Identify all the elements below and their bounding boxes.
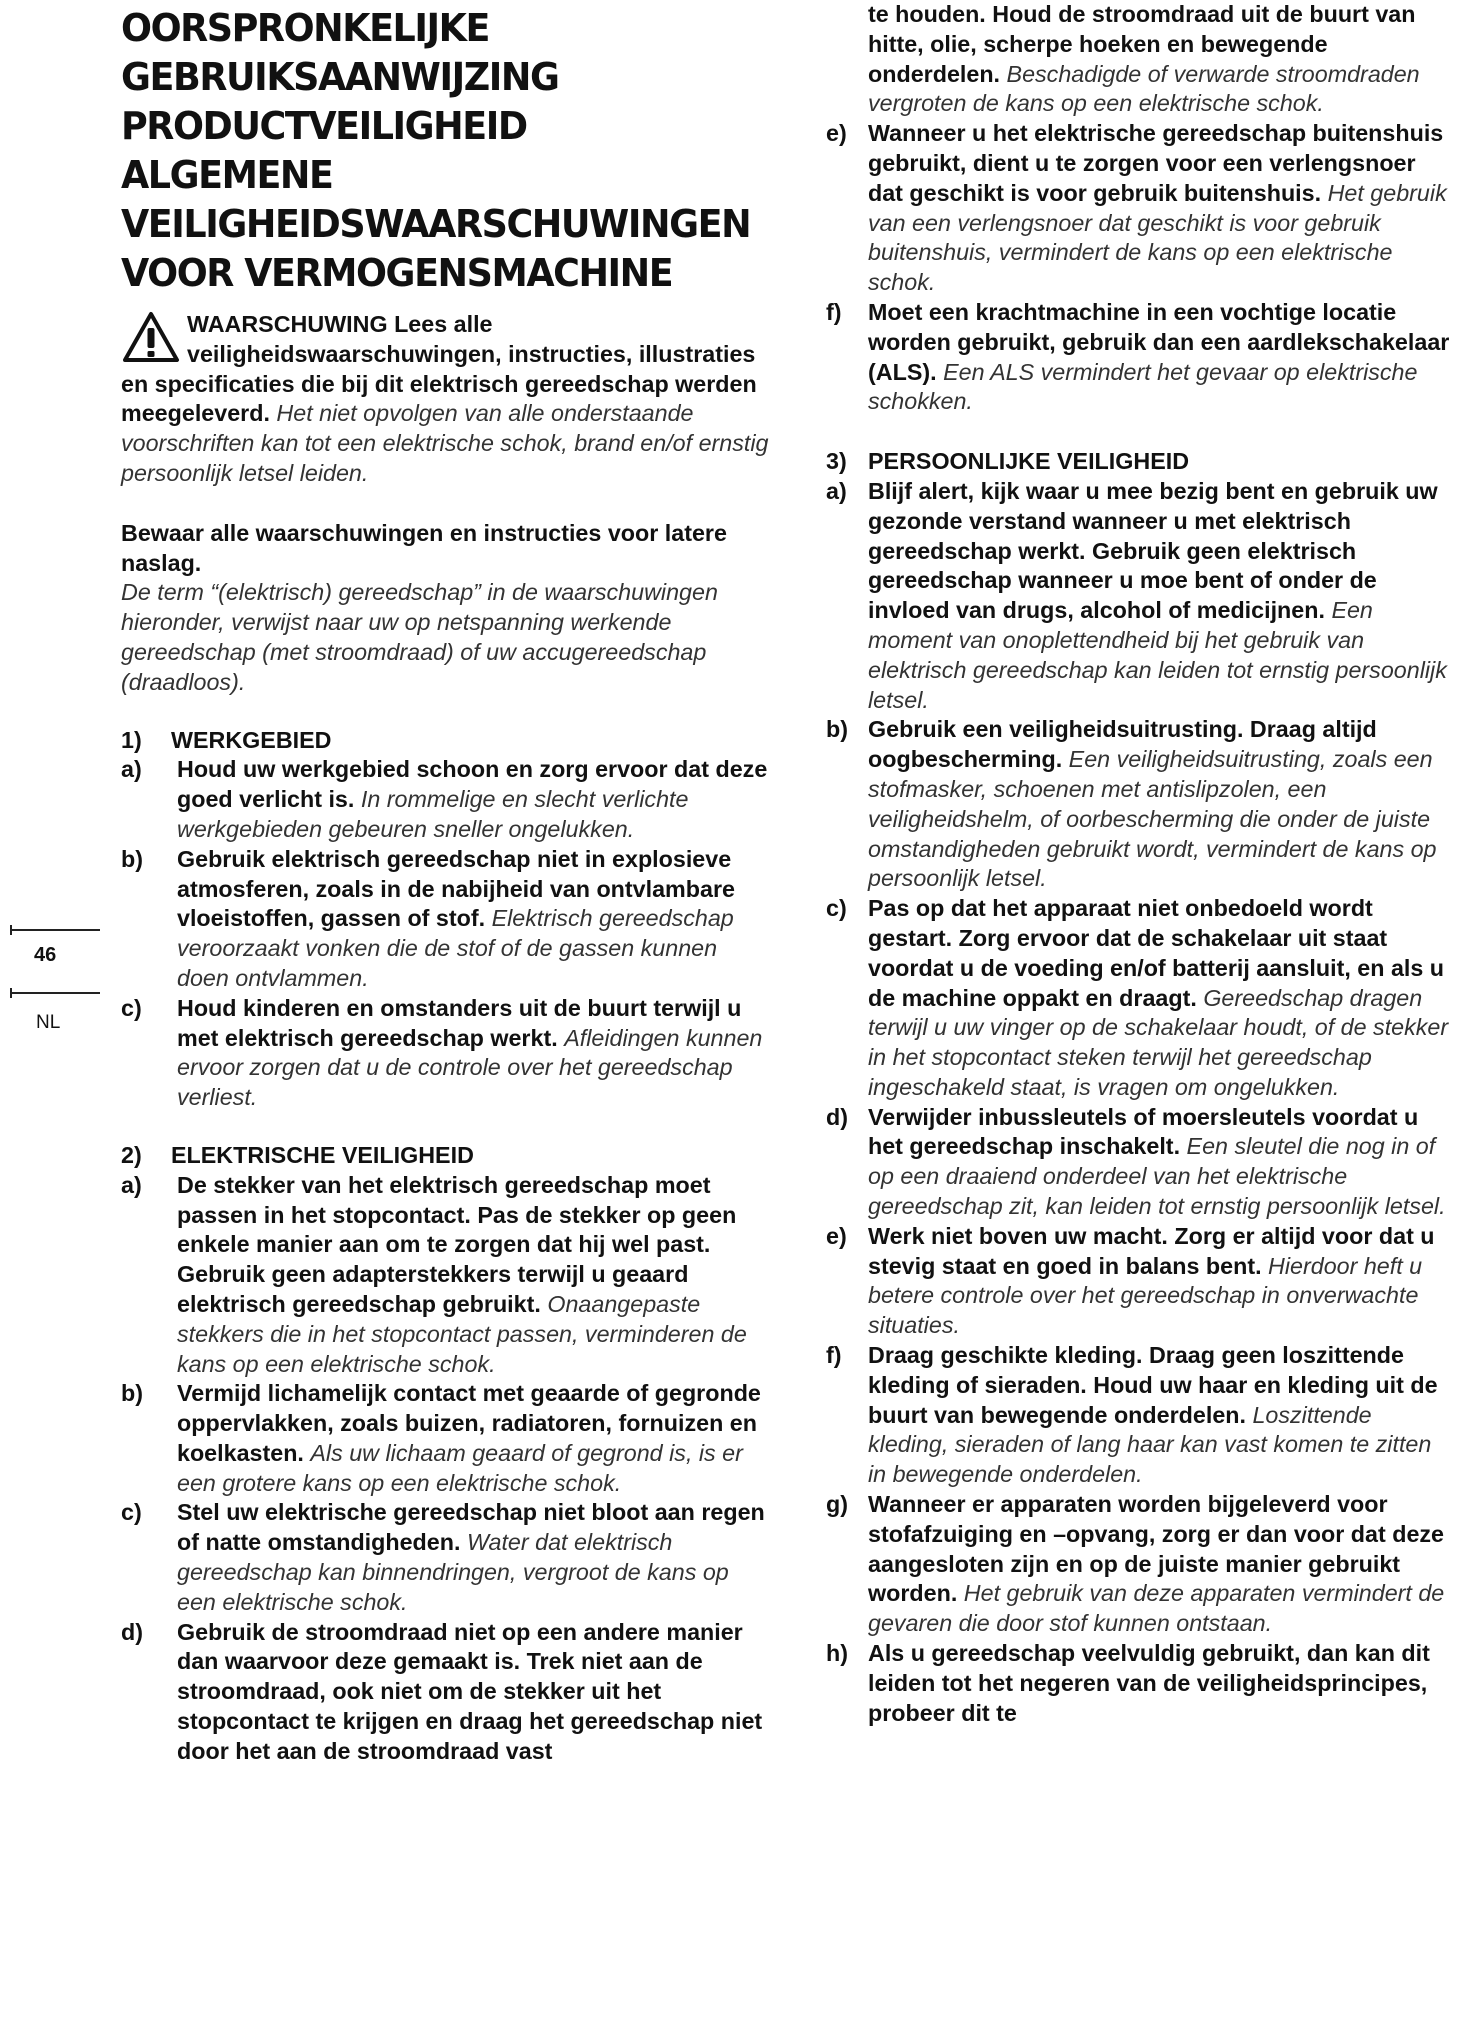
title-line: OORSPRONKELIJKE bbox=[121, 6, 489, 50]
list-item: d) Verwijder inbussleutels of moersleutels voordat u het gereedschap inschakelt. Een sleutel die nog in of op een draaiend onderdeel van het elektrische gereedschap zit, kan leiden tot ernstig persoonlijk letsel. bbox=[826, 1103, 1446, 1220]
list-item: a) Houd uw werkgebied schoon en zorg ervoor dat deze goed verlicht is. In rommelige en slecht verlichte werkgebieden gebeuren sneller ongelukken. bbox=[121, 756, 768, 842]
keep-instructions-paragraph bbox=[121, 519, 771, 698]
section-werkgebied bbox=[121, 726, 771, 1113]
list-item: b) Gebruik elektrisch gereedschap niet in explosieve atmosferen, zoals in de nabijheid van ontvlambare vloeistoffen, gassen of stof. Elektrisch gereedschap veroorzaakt vonken die de stof of de gassen kunnen doen ontvlammen. bbox=[121, 845, 735, 991]
list-item: a) Blijf alert, kijk waar u mee bezig bent en gebruik uw gezonde verstand wanneer u met elektrisch gereedschap werkt. Gebruik geen elektrisch gereedschap wanneer u moe bent of onder de invloed van drugs, alcohol of medicijnen. Een moment van onoplettendheid bij het gebruik van elektrisch gereedschap kan leiden tot ernstig persoonlijk letsel. bbox=[826, 477, 1447, 713]
warning-italic: Het niet opvolgen van alle onderstaande voorschriften kan tot een elektrische schok, brand en/of ernstig persoonlijk letsel leiden. bbox=[121, 400, 769, 486]
list-item: g) Wanneer er apparaten worden bijgeleverd voor stofafzuiging en –opvang, zorg er dan voor dat deze aangesloten zijn en op de juiste manier gebruikt worden. Het gebruik van deze apparaten vermindert de gevaren die door stof kunnen ontstaan. bbox=[826, 1491, 1445, 1637]
language-code: NL bbox=[36, 1012, 61, 1033]
page-number: 46 bbox=[34, 944, 57, 966]
marker-line-top bbox=[12, 929, 100, 931]
list-item: c) Houd kinderen en omstanders uit de buurt terwijl u met elektrisch gereedschap werkt. Afleidingen kunnen ervoor zorgen dat u de controle over het gereedschap verliest. bbox=[121, 994, 763, 1111]
keep-bold: Bewaar alle waarschuwingen en instructies voor latere naslag. bbox=[121, 519, 727, 576]
warning-bold: WAARSCHUWING Lees alle veiligheidswaarschuwingen, instructies, illustraties en specificaties die bij dit elektrisch gereedschap werden meegeleverd. bbox=[121, 311, 757, 427]
list-item: h) Als u gereedschap veelvuldig gebruikt, dan kan dit leiden tot het negeren van de veiligheidsprincipes, probeer dit te bbox=[826, 1640, 1430, 1726]
title-line: GEBRUIKSAANWIJZING bbox=[121, 55, 559, 99]
title-line: ALGEMENE bbox=[121, 153, 333, 197]
list-item: f) Moet een krachtmachine in een vochtige locatie worden gebruikt, gebruik dan een aardlekschakelaar (ALS). Een ALS vermindert het gevaar op elektrische schokken. bbox=[826, 298, 1450, 415]
right-column bbox=[826, 0, 1452, 1728]
list-item: b) Vermijd lichamelijk contact met geaarde of gegronde oppervlakken, zoals buizen, radiatoren, fornuizen en koelkasten. Als uw lichaam geaard of gegrond is, is er een grotere kans op een elektrische schok. bbox=[121, 1380, 761, 1496]
list-item: a) De stekker van het elektrisch gereedschap moet passen in het stopcontact. Pas de stekker op geen enkele manier aan om te zorgen dat hij wel past. Gebruik geen adapterstekkers terwijl u geaard elektrisch gereedschap gebruikt. Onaangepaste stekkers die in het stopcontact passen, verminderen de kans op een elektrische schok. bbox=[121, 1171, 747, 1377]
list-item: c) Pas op dat het apparaat niet onbedoeld wordt gestart. Zorg ervoor dat de schakelaar uit staat voordat u de voeding en/of batterij aansluit, en als u de machine oppakt en draagt. Gereedschap dragen terwijl u uw vinger op de schakelaar houdt, of de stekker in het stopcontact steken terwijl het gereedschap ingeschakeld staat, is vragen om ongelukken. bbox=[826, 895, 1449, 1100]
warning-triangle-icon bbox=[121, 310, 181, 364]
list-item-continued: te houden. Houd de stroomdraad uit de buurt van hitte, olie, scherpe hoeken en bewegende onderdelen. Beschadigde of verwarde stroomdraden vergroten de kans op een elektrische schok. bbox=[868, 1, 1420, 117]
warning-paragraph bbox=[121, 310, 771, 489]
section-title: 3) PERSOONLIJKE VEILIGHEID bbox=[826, 448, 1190, 475]
section-elektrische-veiligheid bbox=[121, 1141, 771, 1767]
marker-line-bottom bbox=[12, 992, 100, 994]
title-line: VOOR VERMOGENSMACHINE bbox=[121, 251, 673, 295]
left-column bbox=[121, 0, 771, 1767]
list-item: f) Draag geschikte kleding. Draag geen loszittende kleding of sieraden. Houd uw haar en kleding uit de buurt van bewegende onderdelen. Loszittende kleding, sieraden of lang haar kan vast komen te zitten in bewegende onderdelen. bbox=[826, 1342, 1438, 1488]
list-item: b) Gebruik een veiligheidsuitrusting. Draag altijd oogbescherming. Een veiligheidsuitrusting, zoals een stofmasker, schoenen met antislipzolen, een veiligheidshelm, of oorbescherming die onder de juiste omstandigheden gebruikt wordt, vermindert de kans op persoonlijk letsel. bbox=[826, 716, 1437, 892]
page-title bbox=[121, 4, 751, 298]
list-item: e) Werk niet boven uw macht. Zorg er altijd voor dat u stevig staat en goed in balans bent. Hierdoor heft u betere controle over het gereedschap in onverwachte situaties. bbox=[826, 1222, 1435, 1339]
list-item: e) Wanneer u het elektrische gereedschap buitenshuis gebruikt, dient u te zorgen voor een verlengsnoer dat geschikt is voor gebruik buitenshuis. Het gebruik van een verlengsnoer dat geschikt is voor gebruik buitenshuis, vermindert de kans op een elektrische schok. bbox=[826, 120, 1447, 296]
title-line: VEILIGHEIDSWAARSCHUWINGEN bbox=[121, 202, 751, 246]
section-title: 1) WERKGEBIED bbox=[121, 726, 332, 753]
list-item: c) Stel uw elektrische gereedschap niet bloot aan regen of natte omstandigheden. Water dat elektrisch gereedschap kan binnendringen, vergroot de kans op een elektrische schok. bbox=[121, 1499, 765, 1615]
title-line: PRODUCTVEILIGHEID bbox=[121, 104, 527, 148]
keep-italic: De term “(elektrisch) gereedschap” in de waarschuwingen hieronder, verwijst naar uw op netspanning werkende gereedschap (met stroomdraad) of uw accugereedschap (draadloos). bbox=[121, 579, 718, 695]
list-item: d) Gebruik de stroomdraad niet op een andere manier dan waarvoor deze gemaakt is. Trek niet aan de stroomdraad, ook niet om de stekker uit het stopcontact te krijgen en draag het gereedschap niet door het aan de stroomdraad vast bbox=[121, 1618, 763, 1764]
section-title: 2) ELEKTRISCHE VEILIGHEID bbox=[121, 1141, 474, 1168]
section-persoonlijke-veiligheid bbox=[826, 447, 1452, 1728]
